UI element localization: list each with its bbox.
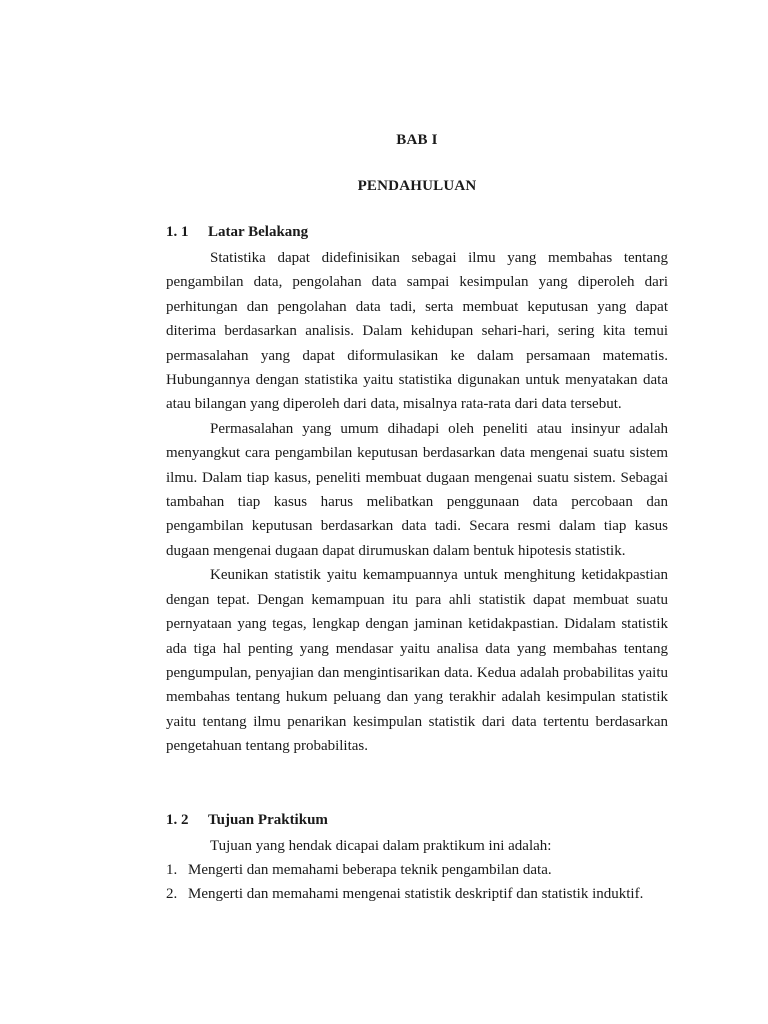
list-item-text: Mengerti dan memahami mengenai statistik deskriptif dan statistik induktif. bbox=[188, 886, 644, 903]
document-title bbox=[166, 174, 668, 198]
section-gap bbox=[166, 759, 668, 808]
section-heading-1-1 bbox=[166, 220, 668, 244]
section-intro-1-2: Tujuan yang hendak dicapai dalam praktikum ini adalah: bbox=[210, 837, 552, 854]
section-heading-1-2 bbox=[166, 808, 668, 832]
list-item bbox=[166, 858, 668, 882]
list-item-text: Mengerti dan memahami beberapa teknik pengambilan data. bbox=[188, 861, 552, 878]
paragraph-1: Statistika dapat didefinisikan sebagai ilmu yang membahas tentang pengambilan data, pengolahan data sampai kesimpulan yang diperoleh dari perhitungan dan pengolahan data tadi, serta membuat keputusan yang dapat diterima berdasarkan analisis. Dalam kehidupan sehari-hari, sering kita temui permasalahan yang dapat diformulasikan ke dalam persamaan matematis. Hubungannya dengan statistika yaitu statistika digunakan untuk menyatakan data atau bilangan yang diperoleh dari data, misalnya rata-rata dari data tersebut. bbox=[166, 250, 668, 413]
section-number-1-1: 1. 1 bbox=[166, 224, 189, 240]
section-number-1-2: 1. 2 bbox=[166, 811, 189, 828]
document-content bbox=[166, 128, 668, 907]
list-item-marker: 1. bbox=[166, 861, 178, 878]
section-label-1-2: Tujuan Praktikum bbox=[208, 811, 328, 828]
chapter-title bbox=[166, 128, 668, 152]
paragraph-3: Keunikan statistik yaitu kemampuannya untuk menghitung ketidakpastian dengan tepat. Dengan kemampuan itu para ahli statistik dapat membuat suatu pernyataan yang tegas, lengkap dengan jaminan ketidakpastian. Didalam statistik ada tiga hal penting yang mendasar yaitu analisa data yang membahas tentang pengumpulan, penyajian dan mengintisarikan data. Kedua adalah probabilitas yaitu membahas tentang hukum peluang dan yang terakhir adalah kesimpulan statistik yaitu tentang ilmu penarikan kesimpulan statistik dari data tertentu berdasarkan pengetahuan tentang probabilitas. bbox=[166, 567, 668, 755]
chapter-title-text: BAB I bbox=[396, 132, 438, 148]
section-label-1-1: Latar Belakang bbox=[208, 224, 309, 240]
title-spacer bbox=[166, 198, 668, 220]
objective-list bbox=[166, 858, 668, 907]
document-title-text: PENDAHULUAN bbox=[357, 178, 477, 194]
list-item-marker: 2. bbox=[166, 886, 178, 903]
paragraph-2: Permasalahan yang umum dihadapi oleh peneliti atau insinyur adalah menyangkut cara pengambilan keputusan berdasarkan data mengenai suatu sistem ilmu. Dalam tiap kasus, peneliti membuat dugaan mengenai suatu sistem. Sebagai tambahan tiap kasus harus melibatkan penggunaan data percobaan dan pengambilan keputusan berdasarkan data tadi. Secara resmi dalam tiap kasus dugaan mengenai dugaan dapat dirumuskan dalam bentuk hipotesis statistik. bbox=[166, 420, 668, 559]
list-item bbox=[166, 882, 668, 906]
